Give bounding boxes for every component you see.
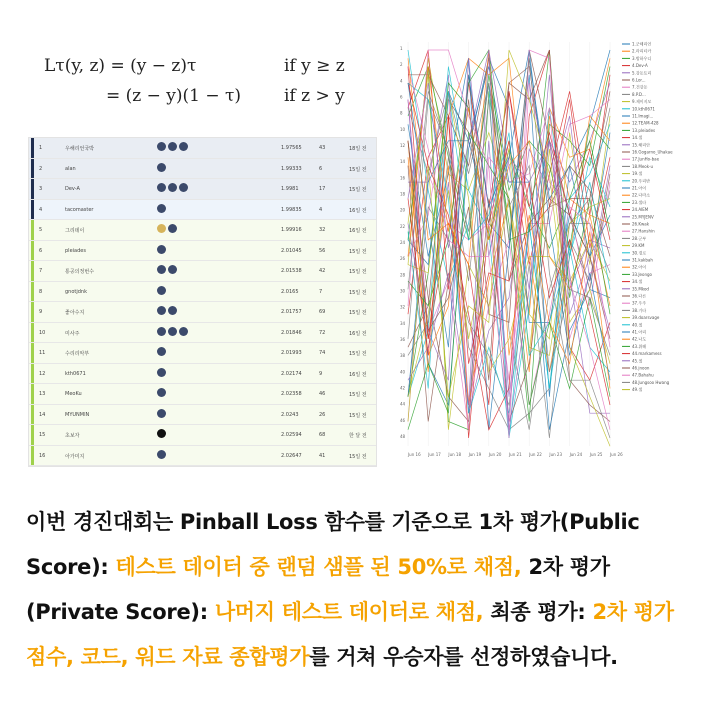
rank-cell: 8 [39, 288, 43, 295]
rank-cell: 1 [39, 145, 43, 151]
rank-cell: 16 [39, 452, 46, 459]
formula-line-1: Lτ(y, z) = (y − z)τ [44, 56, 197, 76]
y-tick-label: 10 [400, 126, 406, 132]
legend-label: 10.kth0671 [632, 106, 655, 112]
legend-label: 9.제이지모 [632, 99, 652, 105]
legend-label: 39.doarsvage [632, 315, 660, 321]
legend-label: 26.Kwak [632, 221, 650, 227]
leaderboard-row[interactable] [29, 179, 376, 200]
legend-label: 1.군해리언 [632, 41, 652, 47]
entries-cell: 69 [319, 309, 326, 315]
legend-label: 19.셀 [632, 171, 643, 177]
legend-label: 28.군부 [632, 235, 647, 241]
legend-label: 21.아이 [632, 185, 647, 191]
entries-cell: 41 [319, 452, 326, 459]
para-text-1: 이번 경진대회는 Pinball Loss 함수를 기준으로 1차 평가(Public Score): [26, 510, 640, 579]
rank-bar [31, 323, 34, 343]
avatar [157, 429, 166, 438]
last-submission-cell: 15일 전 [349, 392, 367, 398]
last-submission-cell: 15일 전 [349, 289, 367, 296]
entries-cell: 17 [319, 186, 326, 192]
score-cell: 2.01846 [281, 329, 302, 336]
legend-label: 42.나도 [632, 336, 647, 342]
legend-label: 24.AIEM [632, 207, 649, 213]
entries-cell: 6 [319, 165, 323, 172]
rank-bar [31, 241, 34, 261]
x-tick-label: Jun 21 [509, 452, 522, 457]
leaderboard-row[interactable] [29, 138, 376, 159]
rank-cell: 9 [39, 309, 43, 315]
avatar [168, 306, 177, 315]
leaderboard-row[interactable] [29, 200, 376, 221]
team-name-cell: 수리리악부 [65, 351, 90, 357]
y-tick-label: 8 [400, 110, 403, 116]
score-cell: 2.01993 [281, 350, 302, 356]
team-name-cell: MYUNMIN [65, 411, 90, 418]
y-tick-label: 6 [400, 94, 403, 100]
legend-label: 18.Meok-u [632, 163, 654, 169]
avatar-group [157, 347, 168, 358]
score-cell: 2.02358 [281, 391, 302, 397]
x-tick-label: Jun 18 [448, 452, 462, 457]
y-tick-label: 34 [400, 320, 406, 326]
rank-cell: 10 [39, 329, 46, 336]
x-tick-label: Jun 19 [468, 452, 482, 457]
team-name-cell: 우해리언국박 [65, 146, 94, 152]
avatar [157, 306, 166, 315]
y-tick-label: 44 [400, 401, 406, 407]
score-cell: 1.99916 [281, 227, 302, 233]
last-submission-cell: 15일 전 [349, 166, 367, 173]
legend-label: 7.건강동 [632, 84, 648, 90]
rank-bar [31, 179, 34, 199]
leaderboard-table [28, 137, 377, 467]
rank-bar [31, 302, 34, 322]
legend-label: 45.셀 [632, 358, 643, 364]
entries-cell: 32 [319, 227, 326, 233]
legend-label: 8.P.D... [632, 91, 646, 97]
entries-cell: 56 [319, 247, 326, 254]
score-cell: 2.0243 [281, 411, 299, 418]
avatar-group [157, 306, 179, 317]
legend-label: 4.Dev-A [632, 63, 648, 69]
leaderboard-row[interactable] [29, 282, 376, 303]
leaderboard-row[interactable] [29, 323, 376, 344]
score-cell: 1.9981 [281, 186, 299, 192]
rank-cell: 15 [39, 432, 46, 438]
team-name-cell: alan [65, 165, 76, 172]
legend-label: 48.Jungsoo Hwang [632, 379, 670, 385]
formula-cond-1: if y ≥ z [284, 56, 345, 76]
y-tick-label: 24 [400, 240, 406, 245]
legend-label: 36.다른 [632, 293, 647, 299]
y-tick-label: 4 [400, 78, 403, 84]
avatar [157, 450, 166, 459]
rank-bar [31, 261, 34, 281]
legend-label: 6.Lor... [632, 77, 646, 83]
last-submission-cell: 15일 전 [349, 351, 367, 357]
legend-label: 44.markamess [632, 351, 662, 357]
legend-label: 38.기타 [632, 307, 647, 313]
rank-bar [31, 159, 34, 179]
entries-cell: 43 [319, 145, 326, 151]
last-submission-cell: 16일 전 [349, 330, 367, 337]
avatar [157, 163, 166, 172]
entries-cell: 42 [319, 268, 326, 274]
avatar [157, 183, 166, 192]
team-name-cell: gnotjdnk [65, 288, 87, 295]
team-name-cell: 미사주 [65, 330, 80, 337]
team-name-cell: MeoKu [65, 391, 82, 397]
rank-bar [31, 282, 34, 302]
avatar-group [157, 224, 179, 235]
leaderboard-row[interactable] [29, 261, 376, 282]
y-tick-label: 18 [400, 191, 406, 197]
legend-label: 41.아리 [632, 329, 647, 335]
avatar [179, 327, 188, 336]
para-highlight-2: 나머지 테스트 데이터로 채점, [214, 600, 484, 624]
avatar [157, 224, 166, 233]
rank-cell: 12 [39, 370, 46, 377]
entries-cell: 68 [319, 432, 326, 438]
x-tick-label: Jun 22 [529, 452, 542, 457]
avatar-group [157, 409, 168, 420]
legend-label: 22.다라소 [632, 192, 650, 198]
para-text-3: 최종 평가: [483, 600, 593, 624]
avatar [157, 204, 166, 213]
legend-label: 20.우리반 [632, 178, 650, 184]
entries-cell: 7 [319, 288, 323, 295]
x-tick-label: Jun 25 [589, 452, 603, 457]
avatar-group [157, 163, 168, 174]
avatar [157, 347, 166, 356]
legend-label: 43.위해 [632, 343, 647, 349]
rank-bar [31, 425, 34, 445]
avatar [157, 327, 166, 336]
rank-cell: 11 [39, 350, 46, 356]
entries-cell: 9 [319, 370, 323, 377]
score-cell: 2.01538 [281, 268, 302, 274]
rank-cell: 2 [39, 165, 43, 172]
avatar [168, 224, 177, 233]
legend-label: 11.Imagi... [632, 113, 654, 119]
last-submission-cell: 15일 전 [349, 310, 367, 316]
rank-cell: 5 [39, 227, 43, 233]
rank-bar [31, 364, 34, 384]
avatar [157, 142, 166, 151]
para-highlight-3: 2차 평가 점수, 코드, 워드 자료 종합평가 [26, 600, 674, 669]
leaderboard-row[interactable] [29, 405, 376, 426]
legend-label: 49.셀 [632, 387, 643, 393]
avatar-group [157, 245, 168, 256]
leaderboard-row[interactable] [29, 220, 376, 241]
leaderboard-row[interactable] [29, 343, 376, 364]
rank-bar [31, 405, 34, 425]
y-tick-label: 2 [400, 62, 403, 68]
rank-chart [400, 36, 695, 466]
avatar-group [157, 142, 190, 153]
legend-label: 3.밤하우디 [632, 55, 652, 61]
y-tick-label: 22 [400, 223, 406, 229]
rank-cell: 14 [39, 411, 46, 418]
avatar-group [157, 368, 168, 379]
avatar [179, 142, 188, 151]
y-tick-label: 26 [400, 256, 406, 262]
last-submission-cell: 15일 전 [349, 269, 367, 275]
leaderboard-row[interactable] [29, 364, 376, 385]
score-cell: 1.99835 [281, 206, 302, 213]
rank-bar [31, 343, 34, 363]
avatar-group [157, 265, 179, 276]
avatar-group [157, 327, 190, 338]
score-cell: 2.02174 [281, 370, 302, 377]
legend-label: 14.셀 [632, 135, 643, 141]
x-tick-label: Jun 23 [549, 452, 563, 457]
rank-bar [31, 200, 34, 220]
rank-bar [31, 138, 34, 158]
avatar-group [157, 286, 168, 297]
pinball-loss-formula [44, 52, 374, 122]
team-name-cell: tacomaster [65, 206, 94, 213]
rank-bar [31, 220, 34, 240]
entries-cell: 72 [319, 329, 326, 336]
avatar-group [157, 183, 190, 194]
avatar [157, 368, 166, 377]
y-tick-label: 30 [400, 288, 406, 294]
leaderboard-row[interactable] [29, 241, 376, 262]
legend-label: 17.JunHo-bae [632, 156, 660, 162]
y-tick-label: 28 [400, 272, 406, 278]
legend-label: 2.라리티카 [632, 48, 652, 54]
x-tick-label: Jun 20 [488, 452, 502, 457]
last-submission-cell: 16일 전 [349, 228, 367, 234]
last-submission-cell: 15일 전 [349, 187, 367, 193]
last-submission-cell: 15일 전 [349, 453, 367, 460]
y-tick-label: 46 [400, 417, 406, 423]
legend-label: 23.셀타 [632, 199, 647, 205]
legend-label: 30.경로 [632, 250, 647, 256]
team-name-cell: Dev-A [65, 186, 80, 192]
rank-cell: 6 [39, 247, 43, 254]
rank-cell: 3 [39, 186, 43, 192]
y-tick-label: 40 [400, 369, 406, 375]
avatar-group [157, 429, 168, 440]
leaderboard-row[interactable] [29, 302, 376, 323]
last-submission-cell: 16일 전 [349, 371, 367, 378]
para-text-2: 2차 평가(Private Score): [26, 555, 610, 624]
team-name-cell: 아가미지 [65, 453, 85, 460]
y-tick-label: 16 [400, 175, 406, 181]
y-tick-label: 1 [400, 46, 403, 51]
legend-label: 33.Jeongo [632, 271, 652, 277]
avatar [168, 142, 177, 151]
avatar [179, 183, 188, 192]
score-cell: 2.01757 [281, 309, 302, 315]
team-name-cell: 초보자 [65, 433, 80, 439]
legend-label: 34.셀 [632, 279, 643, 285]
avatar-group [157, 204, 168, 215]
legend-label: 35.Mkod [632, 286, 649, 292]
legend-label: 27.Hanshin [632, 228, 655, 234]
avatar [157, 286, 166, 295]
legend-label: 46.jnoon [632, 365, 650, 371]
legend-label: 29.KM [632, 243, 645, 249]
rank-bar [31, 446, 34, 466]
last-submission-cell: 한 달 전 [349, 433, 367, 439]
legend-label: 5.강동트리 [632, 70, 652, 76]
avatar [157, 409, 166, 418]
y-tick-label: 14 [400, 159, 406, 165]
avatar [168, 183, 177, 192]
score-cell: 1.97565 [281, 145, 302, 151]
avatar-group [157, 388, 168, 399]
legend-label: 47.Bahahu [632, 372, 654, 378]
x-tick-label: Jun 26 [610, 452, 623, 457]
last-submission-cell: 16일 전 [349, 207, 367, 214]
team-name-cell: 좋아수지 [65, 310, 85, 316]
legend-label: 31.kakbah [632, 257, 653, 263]
score-cell: 2.02647 [281, 452, 302, 459]
x-tick-label: Jun 17 [428, 452, 441, 457]
avatar [157, 265, 166, 274]
entries-cell: 46 [319, 391, 326, 397]
legend-label: 15.해리안 [632, 142, 650, 148]
leaderboard-row[interactable] [29, 384, 376, 405]
team-name-cell: 그리데이 [65, 228, 85, 234]
entries-cell: 4 [319, 206, 323, 213]
entries-cell: 26 [319, 411, 326, 418]
leaderboard-row[interactable] [29, 159, 376, 180]
rank-bar [31, 384, 34, 404]
leaderboard-row[interactable] [29, 425, 376, 446]
score-cell: 1.99333 [281, 165, 302, 172]
rank-cell: 13 [39, 391, 46, 397]
formula-line-2: = (z − y)(1 − τ) [106, 86, 242, 106]
team-name-cell: kth0671 [65, 370, 86, 377]
legend-label: 12.TEAM-428 [632, 120, 659, 126]
para-highlight-1: 테스트 데이터 중 랜덤 샘플 된 50%로 채점, [115, 555, 522, 579]
y-tick-label: 38 [400, 353, 406, 359]
rank-cell: 4 [39, 206, 43, 213]
team-name-cell: 통공의정번수 [65, 269, 94, 275]
y-tick-label: 48 [400, 434, 406, 439]
legend-label: 16.Gogarno_Uhakae [632, 149, 673, 155]
score-cell: 2.01045 [281, 247, 302, 254]
y-tick-label: 12 [400, 143, 406, 148]
last-submission-cell: 15일 전 [349, 248, 367, 255]
x-tick-label: Jun 16 [408, 452, 421, 457]
last-submission-cell: 18일 전 [349, 146, 367, 152]
leaderboard-row[interactable] [29, 446, 376, 467]
legend-label: 25.MYJENV [632, 214, 654, 220]
y-tick-label: 32 [400, 304, 406, 310]
rank-cell: 7 [39, 268, 43, 274]
description-paragraph [26, 500, 696, 680]
x-tick-label: Jun 24 [569, 452, 583, 457]
avatar [157, 245, 166, 254]
legend-label: 13.pleiades [632, 127, 656, 133]
avatar [168, 327, 177, 336]
legend-label: 32.아이 [632, 264, 647, 270]
entries-cell: 74 [319, 350, 326, 356]
avatar [168, 265, 177, 274]
avatar [157, 388, 166, 397]
last-submission-cell: 15일 전 [349, 412, 367, 419]
y-tick-label: 20 [400, 207, 406, 213]
team-name-cell: pleiades [65, 247, 86, 254]
score-cell: 2.02594 [281, 432, 302, 438]
score-cell: 2.0165 [281, 288, 299, 295]
legend-label: 40.셀 [632, 322, 643, 328]
avatar-group [157, 450, 168, 461]
legend-label: 37.우주 [632, 300, 647, 306]
para-text-4: 를 거쳐 우승자를 선정하였습니다. [309, 645, 618, 669]
y-tick-label: 36 [400, 337, 406, 342]
formula-cond-2: if z > y [284, 86, 345, 106]
y-tick-label: 42 [400, 385, 406, 391]
